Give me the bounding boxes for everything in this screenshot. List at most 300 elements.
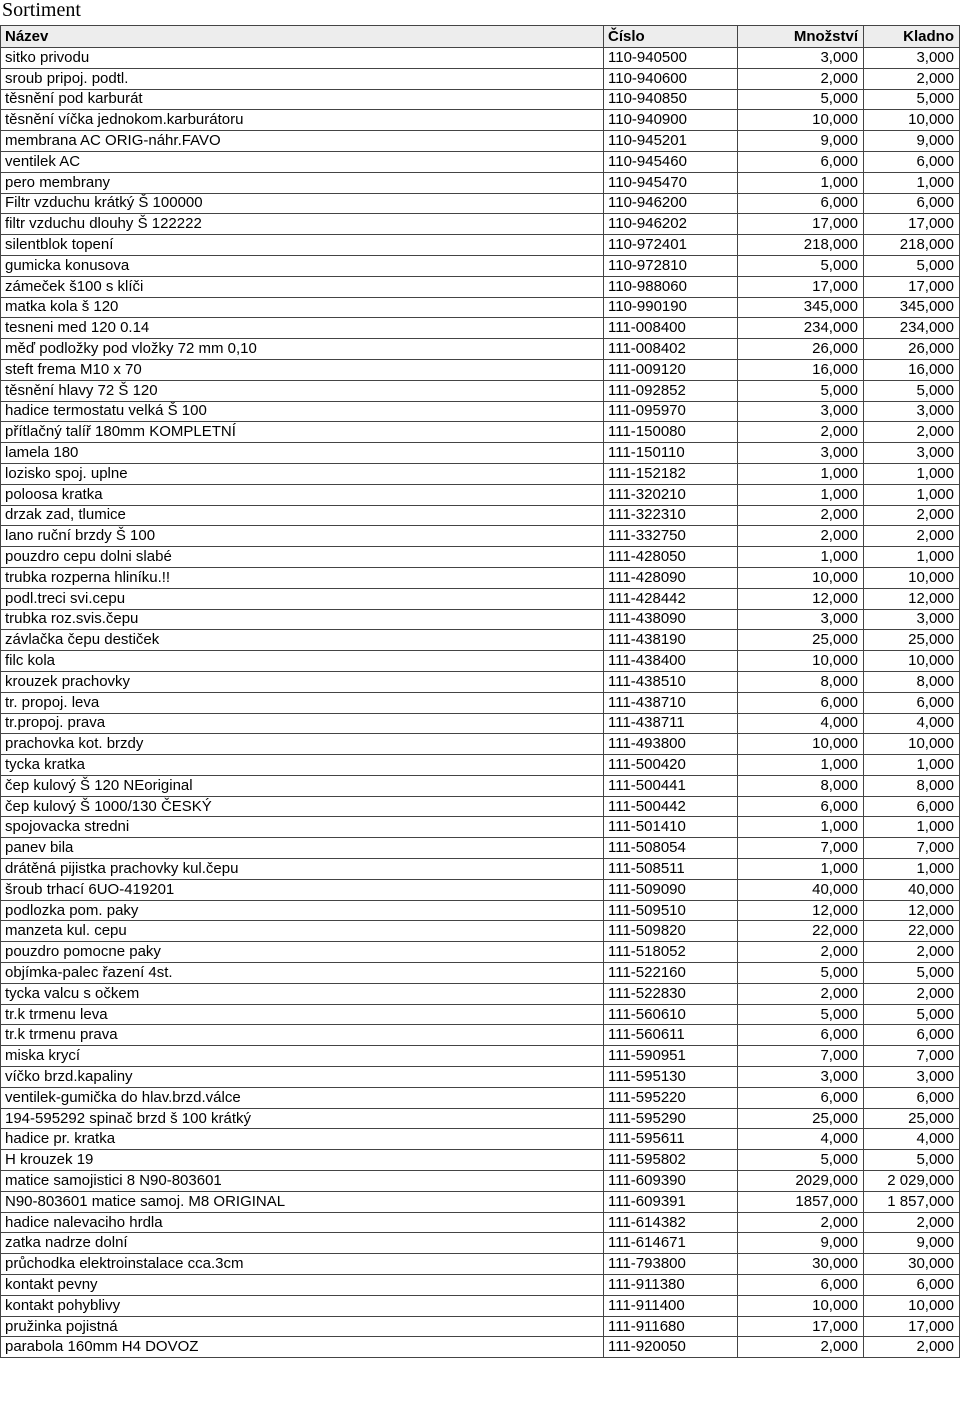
cell-cislo: 111-911680 (604, 1316, 738, 1337)
cell-kladno: 5,000 (864, 1004, 960, 1025)
cell-nazev: pružinka pojistná (1, 1316, 604, 1337)
table-row (1, 567, 960, 588)
cell-kladno: 2 029,000 (864, 1171, 960, 1192)
cell-nazev: pero membrany (1, 172, 604, 193)
cell-cislo: 111-008400 (604, 318, 738, 339)
cell-mnozstvi: 9,000 (738, 1233, 864, 1254)
cell-nazev: šroub trhací 6UO-419201 (1, 879, 604, 900)
cell-kladno: 10,000 (864, 567, 960, 588)
cell-cislo: 111-438711 (604, 713, 738, 734)
cell-mnozstvi: 30,000 (738, 1254, 864, 1275)
table-row (1, 1025, 960, 1046)
cell-kladno: 3,000 (864, 443, 960, 464)
column-header-mnozstvi: Množství (738, 26, 864, 48)
cell-mnozstvi: 4,000 (738, 1129, 864, 1150)
cell-cislo: 111-518052 (604, 942, 738, 963)
table-row (1, 671, 960, 692)
cell-kladno: 6,000 (864, 193, 960, 214)
cell-kladno: 2,000 (864, 942, 960, 963)
table-row (1, 734, 960, 755)
cell-cislo: 111-150080 (604, 422, 738, 443)
cell-kladno: 3,000 (864, 48, 960, 69)
cell-cislo: 111-092852 (604, 380, 738, 401)
cell-cislo: 111-438190 (604, 630, 738, 651)
cell-kladno: 6,000 (864, 692, 960, 713)
table-row (1, 630, 960, 651)
cell-nazev: pouzdro pomocne paky (1, 942, 604, 963)
cell-mnozstvi: 6,000 (738, 151, 864, 172)
table-row (1, 463, 960, 484)
table-row (1, 651, 960, 672)
cell-nazev: čep kulový Š 120 NEoriginal (1, 775, 604, 796)
table-row (1, 1087, 960, 1108)
cell-mnozstvi: 2,000 (738, 983, 864, 1004)
cell-cislo: 111-438510 (604, 671, 738, 692)
cell-nazev: zatka nadrze dolní (1, 1233, 604, 1254)
cell-kladno: 6,000 (864, 1087, 960, 1108)
table-row (1, 297, 960, 318)
cell-mnozstvi: 12,000 (738, 900, 864, 921)
cell-kladno: 2,000 (864, 68, 960, 89)
cell-mnozstvi: 1,000 (738, 484, 864, 505)
cell-kladno: 10,000 (864, 651, 960, 672)
cell-mnozstvi: 5,000 (738, 1004, 864, 1025)
cell-mnozstvi: 9,000 (738, 131, 864, 152)
table-row (1, 131, 960, 152)
cell-cislo: 111-595290 (604, 1108, 738, 1129)
table-row (1, 318, 960, 339)
cell-kladno: 9,000 (864, 131, 960, 152)
table-row (1, 1212, 960, 1233)
table-row (1, 151, 960, 172)
cell-kladno: 17,000 (864, 214, 960, 235)
cell-nazev: lano ruční brzdy Š 100 (1, 526, 604, 547)
cell-kladno: 30,000 (864, 1254, 960, 1275)
table-row (1, 1046, 960, 1067)
cell-mnozstvi: 1,000 (738, 755, 864, 776)
cell-nazev: ventilek AC (1, 151, 604, 172)
cell-kladno: 6,000 (864, 1275, 960, 1296)
cell-nazev: měď podložky pod vložky 72 mm 0,10 (1, 339, 604, 360)
cell-mnozstvi: 3,000 (738, 443, 864, 464)
cell-kladno: 345,000 (864, 297, 960, 318)
cell-mnozstvi: 10,000 (738, 567, 864, 588)
cell-mnozstvi: 1,000 (738, 547, 864, 568)
cell-kladno: 2,000 (864, 526, 960, 547)
cell-cislo: 111-095970 (604, 401, 738, 422)
cell-cislo: 111-522160 (604, 963, 738, 984)
cell-nazev: membrana AC ORIG-náhr.FAVO (1, 131, 604, 152)
cell-kladno: 234,000 (864, 318, 960, 339)
table-row (1, 193, 960, 214)
cell-nazev: víčko brzd.kapaliny (1, 1067, 604, 1088)
cell-kladno: 10,000 (864, 110, 960, 131)
cell-cislo: 111-595130 (604, 1067, 738, 1088)
cell-nazev: těsnění pod karburát (1, 89, 604, 110)
cell-mnozstvi: 1,000 (738, 817, 864, 838)
table-row (1, 255, 960, 276)
cell-kladno: 1 857,000 (864, 1191, 960, 1212)
cell-nazev: trubka roz.svis.čepu (1, 609, 604, 630)
table-row (1, 339, 960, 360)
cell-kladno: 1,000 (864, 755, 960, 776)
cell-mnozstvi: 3,000 (738, 609, 864, 630)
cell-mnozstvi: 1,000 (738, 463, 864, 484)
cell-nazev: tr.k trmenu prava (1, 1025, 604, 1046)
cell-nazev: matice samojistici 8 N90-803601 (1, 1171, 604, 1192)
cell-nazev: parabola 160mm H4 DOVOZ (1, 1337, 604, 1358)
cell-nazev: lozisko spoj. uplne (1, 463, 604, 484)
table-row (1, 983, 960, 1004)
cell-nazev: silentblok topení (1, 235, 604, 256)
cell-nazev: sitko privodu (1, 48, 604, 69)
cell-cislo: 111-793800 (604, 1254, 738, 1275)
table-row (1, 1150, 960, 1171)
cell-mnozstvi: 4,000 (738, 713, 864, 734)
cell-nazev: sroub pripoj. podtl. (1, 68, 604, 89)
cell-kladno: 12,000 (864, 900, 960, 921)
cell-nazev: drátěná pijistka prachovky kul.čepu (1, 859, 604, 880)
cell-mnozstvi: 16,000 (738, 359, 864, 380)
cell-kladno: 6,000 (864, 796, 960, 817)
cell-kladno: 2,000 (864, 1212, 960, 1233)
cell-kladno: 8,000 (864, 671, 960, 692)
cell-nazev: poloosa kratka (1, 484, 604, 505)
cell-kladno: 1,000 (864, 547, 960, 568)
cell-cislo: 110-972810 (604, 255, 738, 276)
cell-cislo: 111-911400 (604, 1295, 738, 1316)
table-row (1, 963, 960, 984)
cell-cislo: 111-508511 (604, 859, 738, 880)
cell-mnozstvi: 6,000 (738, 193, 864, 214)
cell-cislo: 111-322310 (604, 505, 738, 526)
cell-nazev: prachovka kot. brzdy (1, 734, 604, 755)
cell-cislo: 111-008402 (604, 339, 738, 360)
cell-nazev: podl.treci svi.cepu (1, 588, 604, 609)
cell-cislo: 111-595220 (604, 1087, 738, 1108)
table-row (1, 879, 960, 900)
cell-kladno: 6,000 (864, 1025, 960, 1046)
table-row (1, 1254, 960, 1275)
table-row (1, 1233, 960, 1254)
cell-mnozstvi: 5,000 (738, 380, 864, 401)
cell-cislo: 111-501410 (604, 817, 738, 838)
table-row (1, 172, 960, 193)
cell-cislo: 111-920050 (604, 1337, 738, 1358)
cell-kladno: 1,000 (864, 463, 960, 484)
cell-kladno: 2,000 (864, 983, 960, 1004)
column-header-nazev: Název (1, 26, 604, 48)
cell-cislo: 110-940900 (604, 110, 738, 131)
cell-kladno: 5,000 (864, 1150, 960, 1171)
table-row (1, 692, 960, 713)
cell-kladno: 6,000 (864, 151, 960, 172)
cell-mnozstvi: 7,000 (738, 1046, 864, 1067)
cell-cislo: 110-946200 (604, 193, 738, 214)
cell-kladno: 25,000 (864, 630, 960, 651)
cell-kladno: 7,000 (864, 838, 960, 859)
cell-kladno: 40,000 (864, 879, 960, 900)
cell-mnozstvi: 2,000 (738, 68, 864, 89)
table-row (1, 422, 960, 443)
cell-kladno: 12,000 (864, 588, 960, 609)
table-row (1, 1275, 960, 1296)
cell-kladno: 10,000 (864, 1295, 960, 1316)
cell-cislo: 111-509090 (604, 879, 738, 900)
cell-cislo: 111-150110 (604, 443, 738, 464)
table-row (1, 713, 960, 734)
cell-kladno: 26,000 (864, 339, 960, 360)
cell-nazev: přítlačný talíř 180mm KOMPLETNÍ (1, 422, 604, 443)
cell-mnozstvi: 2,000 (738, 1212, 864, 1233)
table-header-row (1, 26, 960, 48)
cell-kladno: 3,000 (864, 401, 960, 422)
cell-mnozstvi: 17,000 (738, 1316, 864, 1337)
cell-nazev: trubka rozperna hliníku.!! (1, 567, 604, 588)
cell-nazev: těsnění hlavy 72 Š 120 (1, 380, 604, 401)
cell-nazev: podlozka pom. paky (1, 900, 604, 921)
cell-nazev: 194-595292 spinač brzd š 100 krátký (1, 1108, 604, 1129)
cell-mnozstvi: 2,000 (738, 942, 864, 963)
table-row (1, 755, 960, 776)
cell-nazev: hadice nalevaciho hrdla (1, 1212, 604, 1233)
cell-kladno: 1,000 (864, 484, 960, 505)
cell-kladno: 2,000 (864, 1337, 960, 1358)
cell-nazev: průchodka elektroinstalace cca.3cm (1, 1254, 604, 1275)
table-row (1, 859, 960, 880)
cell-cislo: 110-945201 (604, 131, 738, 152)
page-title: Sortiment (2, 0, 81, 21)
cell-cislo: 111-614382 (604, 1212, 738, 1233)
cell-kladno: 1,000 (864, 172, 960, 193)
cell-cislo: 111-911380 (604, 1275, 738, 1296)
table-row (1, 1191, 960, 1212)
cell-nazev: kontakt pevny (1, 1275, 604, 1296)
cell-kladno: 25,000 (864, 1108, 960, 1129)
cell-cislo: 111-428050 (604, 547, 738, 568)
table-row (1, 443, 960, 464)
cell-mnozstvi: 10,000 (738, 734, 864, 755)
cell-mnozstvi: 234,000 (738, 318, 864, 339)
cell-kladno: 22,000 (864, 921, 960, 942)
cell-kladno: 8,000 (864, 775, 960, 796)
cell-cislo: 110-972401 (604, 235, 738, 256)
cell-mnozstvi: 7,000 (738, 838, 864, 859)
table-row (1, 547, 960, 568)
cell-kladno: 218,000 (864, 235, 960, 256)
cell-mnozstvi: 6,000 (738, 692, 864, 713)
table-row (1, 380, 960, 401)
column-header-kladno: Kladno (864, 26, 960, 48)
cell-mnozstvi: 10,000 (738, 651, 864, 672)
table-row (1, 817, 960, 838)
cell-mnozstvi: 5,000 (738, 963, 864, 984)
cell-nazev: tesneni med 120 0.14 (1, 318, 604, 339)
cell-cislo: 110-940500 (604, 48, 738, 69)
cell-mnozstvi: 25,000 (738, 630, 864, 651)
cell-nazev: tycka valcu s očkem (1, 983, 604, 1004)
cell-nazev: ventilek-gumička do hlav.brzd.válce (1, 1087, 604, 1108)
cell-nazev: objímka-palec řazení 4st. (1, 963, 604, 984)
cell-nazev: pouzdro cepu dolni slabé (1, 547, 604, 568)
cell-mnozstvi: 5,000 (738, 255, 864, 276)
cell-nazev: N90-803601 matice samoj. M8 ORIGINAL (1, 1191, 604, 1212)
cell-nazev: matka kola š 120 (1, 297, 604, 318)
cell-mnozstvi: 6,000 (738, 1275, 864, 1296)
cell-nazev: Filtr vzduchu krátký Š 100000 (1, 193, 604, 214)
sortiment-table (0, 25, 960, 1358)
cell-nazev: filc kola (1, 651, 604, 672)
table-row (1, 1067, 960, 1088)
table-row (1, 401, 960, 422)
cell-nazev: steft frema M10 x 70 (1, 359, 604, 380)
cell-mnozstvi: 2029,000 (738, 1171, 864, 1192)
cell-cislo: 111-560610 (604, 1004, 738, 1025)
cell-cislo: 111-500441 (604, 775, 738, 796)
cell-cislo: 110-988060 (604, 276, 738, 297)
cell-nazev: gumicka konusova (1, 255, 604, 276)
cell-cislo: 110-946202 (604, 214, 738, 235)
cell-cislo: 111-428090 (604, 567, 738, 588)
cell-mnozstvi: 8,000 (738, 775, 864, 796)
cell-mnozstvi: 40,000 (738, 879, 864, 900)
cell-cislo: 111-590951 (604, 1046, 738, 1067)
cell-kladno: 5,000 (864, 89, 960, 110)
cell-mnozstvi: 25,000 (738, 1108, 864, 1129)
cell-nazev: lamela 180 (1, 443, 604, 464)
cell-mnozstvi: 2,000 (738, 505, 864, 526)
table-row (1, 588, 960, 609)
cell-cislo: 111-508054 (604, 838, 738, 859)
cell-mnozstvi: 3,000 (738, 1067, 864, 1088)
cell-kladno: 7,000 (864, 1046, 960, 1067)
table-body (1, 48, 960, 1358)
table-row (1, 276, 960, 297)
cell-nazev: tr.propoj. prava (1, 713, 604, 734)
cell-mnozstvi: 2,000 (738, 526, 864, 547)
cell-mnozstvi: 2,000 (738, 422, 864, 443)
table-row (1, 89, 960, 110)
cell-cislo: 111-509510 (604, 900, 738, 921)
cell-cislo: 111-428442 (604, 588, 738, 609)
cell-kladno: 5,000 (864, 963, 960, 984)
cell-mnozstvi: 1,000 (738, 859, 864, 880)
cell-mnozstvi: 10,000 (738, 1295, 864, 1316)
cell-mnozstvi: 2,000 (738, 1337, 864, 1358)
cell-cislo: 111-522830 (604, 983, 738, 1004)
cell-cislo: 111-560611 (604, 1025, 738, 1046)
cell-mnozstvi: 8,000 (738, 671, 864, 692)
cell-nazev: hadice pr. kratka (1, 1129, 604, 1150)
cell-cislo: 111-609390 (604, 1171, 738, 1192)
cell-mnozstvi: 17,000 (738, 214, 864, 235)
cell-mnozstvi: 10,000 (738, 110, 864, 131)
cell-mnozstvi: 1,000 (738, 172, 864, 193)
table-row (1, 526, 960, 547)
table-row (1, 796, 960, 817)
cell-cislo: 110-945470 (604, 172, 738, 193)
cell-kladno: 5,000 (864, 380, 960, 401)
cell-cislo: 111-438400 (604, 651, 738, 672)
cell-mnozstvi: 5,000 (738, 1150, 864, 1171)
cell-kladno: 2,000 (864, 422, 960, 443)
cell-cislo: 111-595802 (604, 1150, 738, 1171)
cell-mnozstvi: 12,000 (738, 588, 864, 609)
cell-nazev: tr. propoj. leva (1, 692, 604, 713)
table-row (1, 609, 960, 630)
cell-kladno: 1,000 (864, 817, 960, 838)
table-row (1, 1108, 960, 1129)
cell-cislo: 111-493800 (604, 734, 738, 755)
cell-mnozstvi: 3,000 (738, 48, 864, 69)
table-row (1, 48, 960, 69)
cell-mnozstvi: 5,000 (738, 89, 864, 110)
table-row (1, 214, 960, 235)
cell-mnozstvi: 218,000 (738, 235, 864, 256)
cell-cislo: 111-320210 (604, 484, 738, 505)
cell-cislo: 111-500442 (604, 796, 738, 817)
table-row (1, 68, 960, 89)
table-row (1, 1316, 960, 1337)
cell-nazev: krouzek prachovky (1, 671, 604, 692)
cell-kladno: 5,000 (864, 255, 960, 276)
table-row (1, 900, 960, 921)
cell-mnozstvi: 3,000 (738, 401, 864, 422)
cell-cislo: 111-152182 (604, 463, 738, 484)
cell-mnozstvi: 26,000 (738, 339, 864, 360)
cell-cislo: 110-940850 (604, 89, 738, 110)
cell-kladno: 17,000 (864, 276, 960, 297)
cell-kladno: 3,000 (864, 1067, 960, 1088)
cell-mnozstvi: 345,000 (738, 297, 864, 318)
cell-cislo: 111-332750 (604, 526, 738, 547)
cell-mnozstvi: 1857,000 (738, 1191, 864, 1212)
column-header-cislo: Číslo (604, 26, 738, 48)
cell-cislo: 111-614671 (604, 1233, 738, 1254)
table-row (1, 1129, 960, 1150)
cell-nazev: manzeta kul. cepu (1, 921, 604, 942)
table-row (1, 775, 960, 796)
cell-nazev: tycka kratka (1, 755, 604, 776)
cell-kladno: 1,000 (864, 859, 960, 880)
cell-nazev: H krouzek 19 (1, 1150, 604, 1171)
cell-cislo: 111-500420 (604, 755, 738, 776)
cell-cislo: 111-438090 (604, 609, 738, 630)
table-row (1, 235, 960, 256)
cell-nazev: spojovacka stredni (1, 817, 604, 838)
cell-cislo: 110-990190 (604, 297, 738, 318)
cell-nazev: filtr vzduchu dlouhy Š 122222 (1, 214, 604, 235)
table-row (1, 921, 960, 942)
cell-nazev: panev bila (1, 838, 604, 859)
cell-kladno: 10,000 (864, 734, 960, 755)
cell-kladno: 16,000 (864, 359, 960, 380)
cell-mnozstvi: 17,000 (738, 276, 864, 297)
cell-cislo: 111-595611 (604, 1129, 738, 1150)
table-row (1, 942, 960, 963)
table-row (1, 1337, 960, 1358)
cell-kladno: 17,000 (864, 1316, 960, 1337)
cell-cislo: 111-509820 (604, 921, 738, 942)
cell-kladno: 4,000 (864, 1129, 960, 1150)
cell-nazev: tr.k trmenu leva (1, 1004, 604, 1025)
cell-cislo: 111-438710 (604, 692, 738, 713)
table-row (1, 484, 960, 505)
table-row (1, 359, 960, 380)
cell-nazev: zámeček š100 s klíči (1, 276, 604, 297)
cell-nazev: miska krycí (1, 1046, 604, 1067)
table-row (1, 1004, 960, 1025)
